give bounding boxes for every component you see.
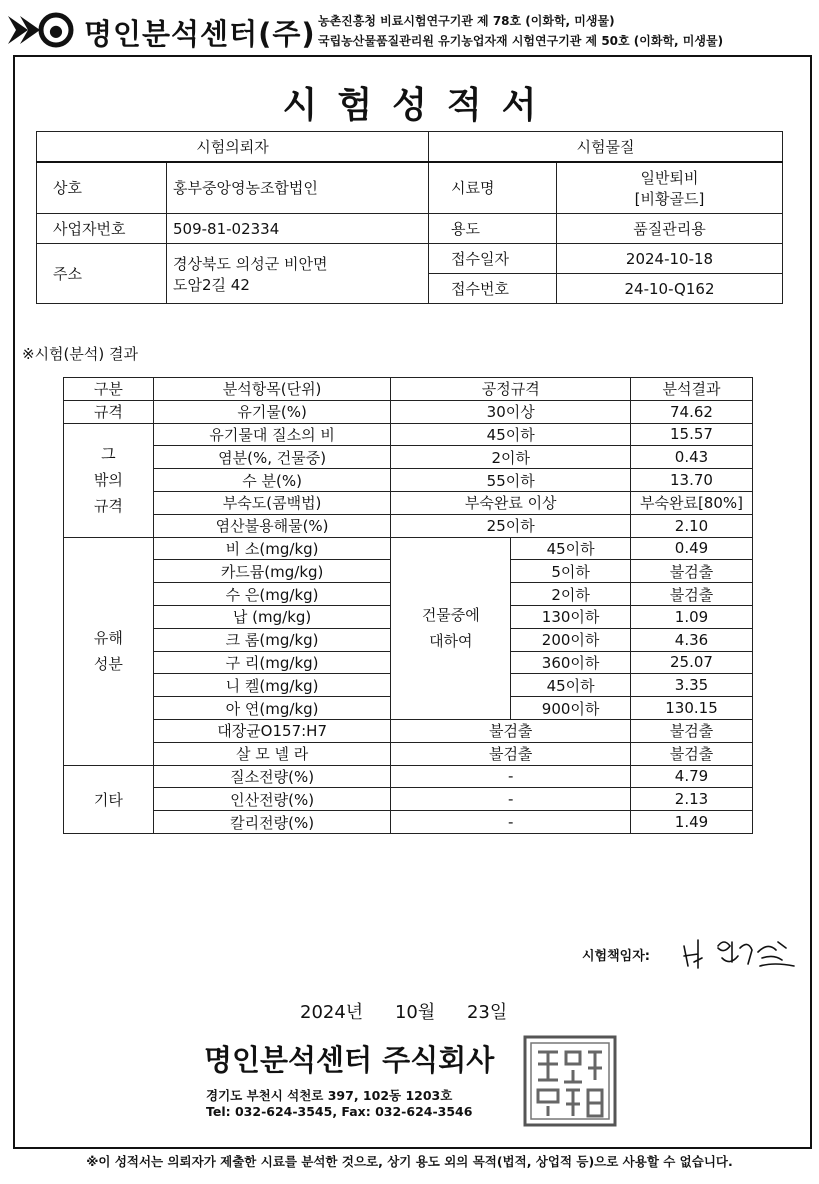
table-row: [64, 469, 753, 492]
standard: -: [391, 765, 631, 788]
result: 2.13: [631, 788, 753, 811]
standard: 불검출: [391, 742, 631, 765]
standard: 25이하: [391, 514, 631, 537]
category-other: [64, 423, 154, 537]
info-row: [37, 162, 783, 214]
issue-date: [300, 998, 533, 1024]
standard: 5이하: [511, 560, 631, 583]
issue-month: 10월: [394, 1002, 436, 1023]
standard: 부숙완료 이상: [391, 491, 631, 514]
standard: -: [391, 788, 631, 811]
result: 0.43: [631, 446, 753, 469]
item: 아 연(mg/kg): [153, 697, 391, 720]
sample-header: 시험물질: [429, 132, 783, 162]
result: 13.70: [631, 469, 753, 492]
category-harmful: [64, 537, 154, 765]
standard: 45이하: [391, 423, 631, 446]
col-header-item: 분석항목(단위): [153, 378, 391, 401]
category-other-line2: 밖의: [93, 471, 123, 490]
registration-line-2: 국립농산물품질관리원 유기농업자재 시험연구기관 제 50호 (이화학, 미생물): [318, 34, 724, 48]
category-other-line1: 그: [101, 445, 116, 464]
sample-name-value: [557, 162, 783, 214]
receipt-no-value: 24-10-Q162: [557, 274, 783, 304]
use-label: 용도: [429, 214, 557, 244]
issue-year: 2024년: [300, 1002, 364, 1023]
issue-day: 23일: [466, 1002, 508, 1023]
client-header: 시험의뢰자: [37, 132, 429, 162]
dry-basis-line2: 대하여: [429, 632, 473, 651]
result: 불검출: [631, 719, 753, 742]
result: 74.62: [631, 400, 753, 423]
standard: 2이하: [511, 583, 631, 606]
item: 수 분(%): [153, 469, 391, 492]
table-row: [64, 537, 753, 560]
company-value: 홍부중앙영농조합법인: [167, 162, 429, 214]
standard: 55이하: [391, 469, 631, 492]
results-table: [63, 377, 753, 834]
table-row: [64, 446, 753, 469]
result: 15.57: [631, 423, 753, 446]
use-value: 품질관리용: [557, 214, 783, 244]
result: 3.35: [631, 674, 753, 697]
table-row: [64, 423, 753, 446]
receipt-date-value: 2024-10-18: [557, 244, 783, 274]
sample-name-line2: [비황골드]: [634, 189, 705, 208]
page-title: 시험성적서: [282, 85, 557, 126]
company-address: 경기도 부천시 석천로 397, 102동 1203호: [206, 1088, 453, 1103]
standard: 45이하: [511, 674, 631, 697]
result: 1.09: [631, 605, 753, 628]
table-row: [64, 400, 753, 423]
info-header-row: [37, 132, 783, 162]
standard: 130이하: [511, 605, 631, 628]
item: 염산불용해물(%): [153, 514, 391, 537]
company-seal-icon: [522, 1034, 618, 1128]
col-header-result: 분석결과: [631, 378, 753, 401]
biz-no-value: 509-81-02334: [167, 214, 429, 244]
standard: 900이하: [511, 697, 631, 720]
item: 살 모 넬 라: [153, 742, 391, 765]
biz-no-label: 사업자번호: [37, 214, 167, 244]
col-header-category: 구분: [64, 378, 154, 401]
address-line2: 도암2길 42: [173, 275, 250, 294]
address-label: 주소: [37, 244, 167, 304]
result: 25.07: [631, 651, 753, 674]
standard: 불검출: [391, 719, 631, 742]
results-section-title: ※시험(분석) 결과: [22, 345, 138, 363]
item: 인산전량(%): [153, 788, 391, 811]
item: 비 소(mg/kg): [153, 537, 391, 560]
item: 구 리(mg/kg): [153, 651, 391, 674]
registration-line-1: 농촌진흥청 비료시험연구기관 제 78호 (이화학, 미생물): [318, 14, 615, 28]
item: 부숙도(콤백법): [153, 491, 391, 514]
dry-basis-note: [391, 537, 511, 719]
company-logo-icon: [6, 10, 74, 50]
table-row: [64, 491, 753, 514]
standard: 360이하: [511, 651, 631, 674]
item: 대장균O157:H7: [153, 719, 391, 742]
address-line1: 경상북도 의성군 비안면: [173, 254, 328, 273]
table-row: [64, 514, 753, 537]
sample-name-label: 시료명: [429, 162, 557, 214]
result: 4.79: [631, 765, 753, 788]
company-name: 명인분석센터 주식회사: [204, 1043, 495, 1077]
category-harmful-line2: 성분: [93, 655, 123, 674]
footer-note: ※이 성적서는 의뢰자가 제출한 시료를 분석한 것으로, 상기 용도 외의 목적(법적, 상업적 등)으로 사용할 수 없습니다.: [86, 1154, 733, 1169]
item: 유기물대 질소의 비: [153, 423, 391, 446]
item: 유기물(%): [153, 400, 391, 423]
item: 납 (mg/kg): [153, 605, 391, 628]
item: 염분(%, 건물중): [153, 446, 391, 469]
standard: 200이하: [511, 628, 631, 651]
result: 불검출: [631, 742, 753, 765]
standard: 2이하: [391, 446, 631, 469]
item: 크 롬(mg/kg): [153, 628, 391, 651]
results-header-row: [64, 378, 753, 401]
receipt-date-label: 접수일자: [429, 244, 557, 274]
item: 니 켈(mg/kg): [153, 674, 391, 697]
table-row: [64, 765, 753, 788]
table-row: [64, 719, 753, 742]
category-etc: 기타: [64, 765, 154, 833]
company-phone: Tel: 032-624-3545, Fax: 032-624-3546: [206, 1104, 473, 1119]
item: 칼리전량(%): [153, 811, 391, 834]
standard: 45이하: [511, 537, 631, 560]
item: 질소전량(%): [153, 765, 391, 788]
category-other-line3: 규격: [93, 497, 123, 516]
address-value: [167, 244, 429, 304]
letterhead: [6, 6, 816, 52]
signature-icon: [678, 932, 800, 976]
item: 수 은(mg/kg): [153, 583, 391, 606]
result: 불검출: [631, 560, 753, 583]
standard: 30이상: [391, 400, 631, 423]
category-spec: 규격: [64, 400, 154, 423]
col-header-standard: 공정규격: [391, 378, 631, 401]
info-table: [36, 131, 783, 304]
sample-name-line1: 일반퇴비: [640, 168, 699, 187]
svg-text:●: ●: [49, 21, 63, 40]
info-row: [37, 244, 783, 274]
result: 1.49: [631, 811, 753, 834]
result: 불검출: [631, 583, 753, 606]
item: 카드뮴(mg/kg): [153, 560, 391, 583]
signer-label: 시험책임자:: [582, 949, 650, 964]
company-label: 상호: [37, 162, 167, 214]
result: 2.10: [631, 514, 753, 537]
table-row: [64, 811, 753, 834]
standard: -: [391, 811, 631, 834]
result: 130.15: [631, 697, 753, 720]
result: 4.36: [631, 628, 753, 651]
info-row: [37, 214, 783, 244]
table-row: [64, 742, 753, 765]
receipt-no-label: 접수번호: [429, 274, 557, 304]
result: 부숙완료[80%]: [631, 491, 753, 514]
result: 0.49: [631, 537, 753, 560]
org-name: 명인분석센터(주): [84, 17, 316, 51]
table-row: [64, 788, 753, 811]
category-harmful-line1: 유해: [93, 629, 123, 648]
dry-basis-line1: 건물중에: [421, 606, 480, 625]
